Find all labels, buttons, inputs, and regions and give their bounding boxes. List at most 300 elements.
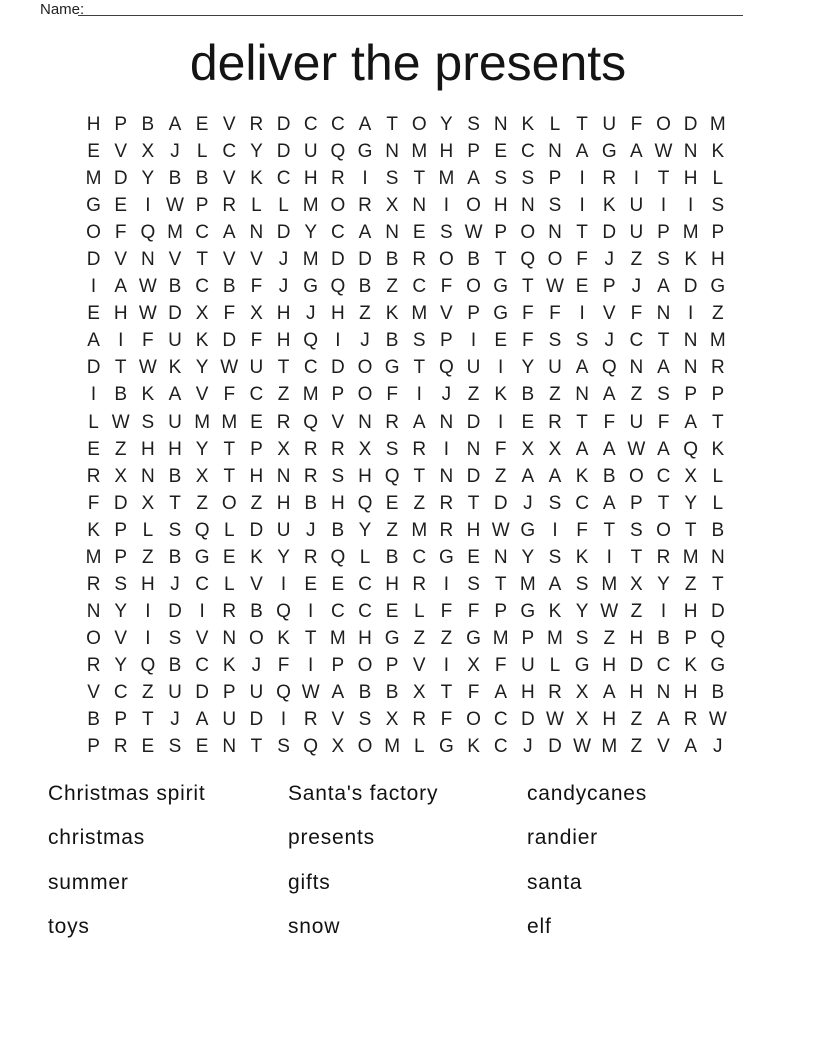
grid-letter-r21-c3: Q: [140, 654, 156, 676]
grid-letter-r20-c24: Q: [710, 627, 726, 649]
grid-letter-r1-c4: A: [168, 114, 182, 136]
grid-letter-r14-c8: N: [276, 465, 291, 487]
grid-letter-r18-c3: H: [140, 573, 155, 595]
grid-letter-r14-c16: Z: [494, 465, 507, 487]
grid-letter-r5-c5: C: [195, 222, 209, 244]
grid-letter-r7-c14: F: [440, 276, 453, 298]
grid-letter-r14-c19: K: [575, 465, 589, 487]
grid-letter-r9-c22: T: [657, 330, 670, 352]
grid-letter-r13-c3: H: [140, 438, 155, 460]
word-list-item: snow: [288, 914, 341, 938]
grid-letter-r15-c6: O: [221, 492, 237, 514]
grid-letter-r18-c22: Y: [657, 573, 670, 595]
grid-letter-r2-c9: U: [303, 141, 318, 163]
grid-letter-r4-c22: I: [660, 195, 667, 217]
grid-letter-r18-c15: S: [467, 573, 480, 595]
grid-letter-r19-c1: N: [86, 600, 101, 622]
grid-letter-r6-c3: N: [140, 249, 155, 271]
grid-letter-r14-c9: R: [303, 465, 318, 487]
grid-letter-r5-c22: P: [657, 222, 670, 244]
grid-letter-r14-c6: T: [223, 465, 236, 487]
grid-letter-r20-c14: Z: [440, 627, 453, 649]
grid-letter-r10-c5: Y: [195, 357, 209, 379]
grid-letter-r20-c2: V: [114, 627, 128, 649]
grid-letter-r22-c21: H: [629, 682, 644, 703]
grid-letter-r13-c18: X: [548, 438, 562, 460]
grid-letter-r21-c20: H: [602, 654, 617, 676]
grid-letter-r2-c21: A: [630, 141, 643, 163]
grid-letter-r3-c3: Y: [141, 168, 155, 190]
grid-letter-r4-c14: I: [443, 195, 450, 217]
grid-letter-r5-c10: C: [330, 222, 345, 244]
grid-letter-r12-c15: D: [466, 411, 481, 433]
grid-letter-r6-c11: D: [358, 249, 372, 271]
grid-letter-r15-c8: H: [276, 492, 291, 514]
grid-letter-r17-c6: E: [222, 546, 236, 568]
grid-letter-r21-c19: G: [574, 654, 590, 676]
grid-letter-r22-c6: P: [222, 682, 236, 703]
grid-letter-r10-c8: T: [277, 357, 290, 379]
grid-letter-r10-c2: T: [114, 357, 127, 379]
grid-letter-r5-c23: M: [682, 222, 699, 244]
grid-letter-r22-c23: H: [683, 682, 698, 703]
grid-letter-r14-c24: L: [712, 465, 724, 487]
grid-letter-r6-c7: V: [250, 249, 263, 271]
grid-letter-r24-c8: S: [277, 736, 290, 758]
grid-letter-r8-c13: M: [411, 303, 428, 325]
grid-letter-r8-c14: V: [440, 303, 453, 325]
grid-letter-r12-c12: R: [385, 411, 399, 433]
grid-letter-r7-c2: A: [114, 276, 128, 298]
grid-letter-r18-c20: M: [601, 573, 618, 595]
grid-letter-r21-c17: U: [520, 654, 535, 676]
grid-letter-r13-c14: I: [443, 438, 450, 460]
grid-letter-r5-c24: P: [711, 222, 725, 244]
grid-letter-r19-c11: C: [358, 600, 372, 622]
grid-letter-r11-c24: P: [711, 384, 725, 406]
grid-letter-r15-c19: C: [575, 492, 589, 514]
grid-letter-r5-c13: E: [412, 222, 426, 244]
grid-letter-r20-c21: H: [629, 627, 644, 649]
grid-letter-r14-c15: D: [466, 465, 481, 487]
grid-letter-r19-c12: E: [385, 600, 399, 622]
grid-letter-r2-c6: C: [222, 141, 237, 163]
grid-letter-r12-c2: W: [111, 411, 130, 433]
grid-letter-r23-c23: R: [683, 709, 698, 731]
grid-letter-r18-c23: Z: [684, 573, 697, 595]
word-list-item: toys: [48, 914, 90, 938]
grid-letter-r18-c2: S: [114, 573, 128, 595]
grid-letter-r4-c2: E: [114, 195, 128, 217]
grid-letter-r18-c13: R: [412, 573, 427, 595]
grid-letter-r10-c19: A: [575, 357, 589, 379]
grid-letter-r15-c22: T: [657, 492, 670, 514]
word-search-grid: [80, 111, 731, 760]
grid-letter-r13-c6: T: [223, 438, 236, 460]
grid-letter-r3-c18: P: [548, 168, 562, 190]
grid-letter-r20-c18: M: [547, 627, 563, 649]
grid-letter-r5-c2: F: [114, 222, 127, 244]
grid-letter-r19-c6: R: [222, 600, 237, 622]
grid-letter-r13-c15: N: [466, 438, 481, 460]
grid-letter-r2-c12: N: [385, 141, 399, 163]
grid-letter-r15-c1: F: [87, 492, 100, 514]
grid-letter-r18-c8: I: [280, 573, 287, 595]
grid-letter-r12-c16: I: [498, 411, 504, 433]
grid-letter-r1-c7: R: [249, 114, 264, 136]
grid-letter-r7-c7: F: [250, 276, 263, 298]
grid-letter-r5-c14: S: [440, 222, 453, 244]
grid-letter-r19-c10: C: [330, 600, 345, 622]
grid-letter-r21-c9: I: [308, 654, 314, 676]
word-list-item: candycanes: [527, 782, 648, 805]
grid-letter-r23-c12: X: [385, 709, 399, 731]
grid-letter-r4-c7: L: [251, 195, 262, 217]
grid-letter-r16-c15: H: [466, 519, 481, 541]
grid-letter-r9-c4: U: [168, 330, 182, 352]
grid-letter-r8-c1: E: [87, 303, 100, 325]
grid-letter-r4-c15: O: [466, 195, 481, 217]
grid-letter-r15-c5: Z: [196, 492, 208, 514]
grid-letter-r10-c7: U: [249, 357, 264, 379]
grid-letter-r19-c21: Z: [630, 600, 643, 622]
grid-letter-r24-c15: K: [467, 736, 480, 758]
grid-letter-r1-c17: K: [521, 114, 535, 136]
grid-letter-r2-c10: Q: [330, 141, 346, 163]
grid-letter-r17-c18: S: [548, 546, 562, 568]
grid-letter-r1-c23: D: [683, 114, 698, 136]
grid-letter-r18-c12: H: [385, 573, 399, 595]
grid-letter-r5-c8: D: [276, 222, 291, 244]
grid-letter-r16-c12: Z: [386, 519, 398, 541]
grid-letter-r20-c22: B: [657, 627, 670, 649]
grid-letter-r1-c9: C: [303, 114, 318, 136]
grid-letter-r18-c9: E: [304, 573, 318, 595]
grid-letter-r2-c18: N: [548, 141, 562, 163]
grid-letter-r19-c2: Y: [114, 600, 128, 622]
grid-letter-r3-c20: R: [602, 168, 617, 190]
grid-letter-r7-c13: C: [412, 276, 427, 298]
grid-letter-r5-c19: T: [576, 222, 588, 244]
grid-letter-r3-c8: C: [276, 168, 291, 190]
grid-letter-r23-c1: B: [87, 709, 100, 731]
grid-letter-r17-c15: E: [467, 546, 480, 568]
grid-letter-r14-c18: A: [548, 465, 562, 487]
grid-letter-r20-c17: P: [521, 627, 535, 649]
grid-letter-r16-c3: L: [142, 519, 154, 541]
grid-letter-r17-c14: G: [439, 546, 454, 568]
grid-letter-r3-c14: M: [438, 168, 455, 190]
grid-letter-r24-c14: G: [439, 736, 454, 758]
grid-letter-r6-c5: T: [196, 249, 208, 271]
word-list-item: santa: [527, 870, 583, 894]
grid-letter-r15-c4: T: [169, 492, 181, 514]
grid-letter-r16-c1: K: [87, 519, 100, 541]
grid-letter-r24-c17: J: [523, 736, 533, 758]
grid-letter-r13-c19: A: [575, 438, 589, 460]
grid-letter-r18-c19: S: [575, 573, 589, 595]
grid-letter-r19-c19: Y: [575, 600, 589, 622]
grid-letter-r9-c10: I: [335, 330, 341, 352]
grid-letter-r8-c10: H: [330, 303, 345, 325]
grid-letter-r8-c6: F: [223, 303, 236, 325]
grid-letter-r12-c7: E: [250, 411, 263, 433]
grid-letter-r11-c4: A: [168, 384, 182, 406]
grid-letter-r19-c22: I: [660, 600, 667, 622]
grid-letter-r10-c12: G: [384, 357, 400, 379]
grid-letter-r4-c5: P: [195, 195, 209, 217]
grid-letter-r2-c24: K: [711, 141, 725, 163]
grid-letter-r23-c8: I: [280, 709, 287, 731]
grid-letter-r3-c22: T: [657, 168, 670, 190]
word-list-item: elf: [527, 914, 552, 938]
word-list-item: christmas: [48, 826, 146, 850]
grid-letter-r20-c8: K: [277, 627, 290, 649]
grid-letter-r19-c15: F: [467, 600, 480, 622]
grid-letter-r16-c6: L: [223, 519, 235, 541]
grid-letter-r23-c13: R: [412, 709, 427, 731]
grid-letter-r14-c20: B: [602, 465, 616, 487]
grid-letter-r9-c7: F: [250, 330, 263, 352]
grid-letter-r9-c16: E: [494, 330, 508, 352]
grid-letter-r21-c4: B: [168, 654, 182, 676]
word-list-item: summer: [48, 870, 129, 894]
grid-letter-r20-c20: Z: [603, 627, 616, 649]
grid-letter-r1-c18: L: [549, 114, 561, 136]
grid-letter-r2-c23: N: [683, 141, 698, 163]
grid-letter-r14-c2: X: [114, 465, 128, 487]
grid-letter-r10-c9: C: [303, 357, 318, 379]
grid-letter-r8-c17: F: [522, 303, 534, 325]
grid-letter-r8-c24: Z: [712, 303, 724, 325]
grid-letter-r8-c12: K: [385, 303, 399, 325]
grid-letter-r20-c13: Z: [413, 627, 426, 649]
grid-letter-r3-c15: A: [467, 168, 480, 190]
grid-letter-r20-c5: V: [195, 627, 209, 649]
grid-letter-r21-c2: Y: [114, 654, 128, 676]
grid-letter-r8-c4: D: [168, 303, 182, 325]
grid-letter-r6-c24: H: [710, 249, 725, 271]
grid-letter-r2-c1: E: [87, 141, 100, 163]
grid-letter-r23-c3: T: [142, 709, 154, 731]
grid-letter-r13-c11: X: [358, 438, 372, 460]
grid-letter-r16-c11: Y: [358, 519, 372, 541]
grid-letter-r12-c24: T: [712, 411, 724, 433]
grid-letter-r24-c7: T: [250, 736, 263, 758]
grid-letter-r18-c21: X: [630, 573, 643, 595]
grid-letter-r3-c19: I: [579, 168, 585, 190]
grid-letter-r1-c11: A: [358, 114, 372, 136]
grid-letter-r7-c9: G: [303, 276, 319, 298]
grid-letter-r12-c11: N: [358, 411, 372, 433]
grid-letter-r23-c24: W: [708, 709, 727, 731]
grid-letter-r22-c5: D: [195, 682, 209, 703]
grid-letter-r12-c18: R: [548, 411, 562, 433]
grid-letter-r2-c19: A: [575, 141, 589, 163]
grid-letter-r14-c4: B: [168, 465, 182, 487]
grid-letter-r8-c21: F: [630, 303, 643, 325]
grid-letter-r17-c19: K: [575, 546, 589, 568]
grid-letter-r7-c22: A: [657, 276, 670, 298]
grid-letter-r6-c18: O: [547, 249, 563, 271]
grid-letter-r15-c11: Q: [357, 492, 373, 514]
grid-letter-r19-c17: G: [520, 600, 536, 622]
grid-letter-r3-c4: B: [168, 168, 182, 190]
grid-letter-r22-c8: Q: [276, 682, 291, 703]
grid-letter-r24-c9: Q: [303, 736, 319, 758]
grid-letter-r17-c9: R: [303, 546, 318, 568]
grid-letter-r19-c7: B: [250, 600, 263, 622]
grid-letter-r13-c4: H: [168, 438, 182, 460]
grid-letter-r23-c22: A: [657, 709, 670, 731]
grid-letter-r5-c12: N: [385, 222, 399, 244]
grid-letter-r15-c20: A: [602, 492, 616, 514]
grid-letter-r4-c11: R: [358, 195, 372, 217]
grid-letter-r9-c19: S: [575, 330, 589, 352]
grid-letter-r10-c20: Q: [601, 357, 617, 379]
grid-letter-r3-c1: M: [85, 168, 102, 190]
grid-letter-r20-c16: M: [492, 627, 509, 649]
grid-letter-r22-c3: Z: [142, 682, 154, 703]
grid-letter-r4-c12: X: [385, 195, 399, 217]
grid-letter-r8-c9: J: [305, 303, 316, 325]
grid-letter-r21-c21: D: [629, 654, 644, 676]
grid-letter-r13-c1: E: [87, 438, 100, 460]
grid-letter-r24-c13: L: [413, 736, 425, 758]
grid-letter-r22-c20: A: [602, 682, 616, 703]
grid-letter-r11-c8: Z: [277, 384, 290, 406]
grid-letter-r20-c15: G: [466, 627, 481, 649]
grid-letter-r1-c1: H: [86, 114, 101, 136]
grid-letter-r18-c10: E: [331, 573, 345, 595]
grid-letter-r13-c16: F: [494, 438, 507, 460]
grid-letter-r4-c10: O: [330, 195, 346, 217]
grid-letter-r12-c22: F: [657, 411, 670, 433]
grid-letter-r22-c15: F: [467, 682, 480, 703]
grid-letter-r11-c13: I: [416, 384, 422, 406]
grid-letter-r5-c9: Y: [304, 222, 318, 244]
grid-letter-r20-c6: N: [222, 627, 237, 649]
grid-letter-r7-c4: B: [168, 276, 182, 298]
grid-letter-r7-c20: P: [602, 276, 616, 298]
grid-letter-r6-c4: V: [168, 249, 182, 271]
grid-letter-r11-c15: Z: [467, 384, 480, 406]
grid-letter-r18-c14: I: [443, 573, 450, 595]
word-list-item: randier: [527, 826, 598, 850]
grid-letter-r7-c23: D: [683, 276, 698, 298]
grid-letter-r16-c4: S: [168, 519, 182, 541]
grid-letter-r4-c19: I: [579, 195, 585, 217]
grid-letter-r24-c23: A: [684, 736, 697, 758]
grid-letter-r17-c3: Z: [142, 546, 154, 568]
grid-letter-r5-c4: M: [167, 222, 183, 244]
grid-letter-r5-c16: P: [494, 222, 508, 244]
grid-letter-r21-c6: K: [222, 654, 236, 676]
grid-letter-r16-c5: Q: [194, 519, 210, 541]
grid-letter-r6-c19: F: [576, 249, 588, 271]
grid-letter-r23-c17: D: [520, 709, 535, 731]
grid-letter-r11-c3: K: [141, 384, 155, 406]
grid-letter-r10-c11: O: [357, 357, 373, 379]
grid-letter-r8-c18: F: [549, 303, 561, 325]
word-list-item: presents: [288, 826, 375, 850]
grid-letter-r20-c1: O: [86, 627, 101, 649]
grid-letter-r5-c3: Q: [140, 222, 156, 244]
grid-letter-r1-c12: T: [386, 114, 398, 136]
grid-letter-r16-c18: I: [552, 519, 558, 541]
grid-letter-r1-c20: U: [602, 114, 617, 136]
grid-letter-r13-c23: Q: [683, 438, 699, 460]
grid-letter-r3-c13: T: [413, 168, 426, 190]
grid-letter-r11-c16: K: [494, 384, 508, 406]
grid-letter-r22-c11: B: [358, 682, 372, 703]
word-list-item: gifts: [288, 870, 331, 894]
grid-letter-r9-c13: S: [412, 330, 426, 352]
grid-letter-r12-c21: U: [629, 411, 644, 433]
grid-letter-r8-c16: G: [493, 303, 509, 325]
grid-letter-r17-c2: P: [114, 546, 128, 568]
grid-letter-r13-c13: R: [412, 438, 427, 460]
grid-letter-r12-c5: M: [194, 411, 211, 433]
grid-letter-r5-c15: W: [464, 222, 483, 244]
grid-letter-r16-c23: T: [684, 519, 697, 541]
grid-letter-r3-c9: H: [303, 168, 318, 190]
grid-letter-r2-c14: H: [439, 141, 454, 163]
grid-letter-r24-c5: E: [195, 736, 209, 758]
grid-letter-r1-c14: Y: [440, 114, 453, 136]
grid-letter-r8-c19: I: [579, 303, 585, 325]
grid-letter-r23-c18: W: [545, 709, 564, 731]
grid-letter-r22-c7: U: [249, 682, 264, 703]
grid-letter-r9-c23: N: [683, 330, 698, 352]
grid-letter-r14-c10: S: [331, 465, 345, 487]
grid-letter-r11-c21: Z: [630, 384, 643, 406]
grid-letter-r6-c14: O: [439, 249, 454, 271]
grid-letter-r6-c9: M: [302, 249, 319, 271]
grid-letter-r24-c6: N: [222, 736, 237, 758]
grid-letter-r11-c2: B: [114, 384, 128, 406]
grid-letter-r1-c6: V: [222, 114, 236, 136]
grid-letter-r10-c6: W: [220, 357, 239, 379]
grid-letter-r2-c20: G: [601, 141, 617, 163]
grid-letter-r11-c17: B: [521, 384, 535, 406]
grid-letter-r6-c13: R: [412, 249, 427, 271]
grid-letter-r7-c18: W: [545, 276, 564, 298]
grid-letter-r22-c17: H: [520, 682, 535, 703]
grid-letter-r21-c24: G: [710, 654, 726, 676]
grid-letter-r11-c5: V: [195, 384, 209, 406]
word-list-item: Santa's factory: [288, 782, 439, 805]
grid-letter-r16-c14: R: [439, 519, 454, 541]
grid-letter-r14-c21: O: [628, 465, 644, 487]
grid-letter-r24-c19: W: [573, 736, 592, 758]
grid-letter-r20-c9: T: [304, 627, 317, 649]
grid-letter-r17-c16: N: [493, 546, 508, 568]
grid-letter-r19-c3: I: [145, 600, 151, 622]
grid-letter-r2-c8: D: [276, 141, 291, 163]
grid-letter-r9-c3: F: [142, 330, 154, 352]
grid-letter-r11-c22: S: [657, 384, 670, 406]
grid-letter-r13-c2: Z: [114, 438, 127, 460]
grid-letter-r13-c7: P: [250, 438, 263, 460]
grid-letter-r9-c17: F: [522, 330, 534, 352]
grid-letter-r22-c24: B: [711, 682, 725, 703]
grid-letter-r17-c22: R: [656, 546, 671, 568]
grid-letter-r24-c12: M: [384, 736, 401, 758]
grid-letter-r2-c22: W: [654, 141, 673, 163]
grid-letter-r14-c3: N: [140, 465, 155, 487]
grid-letter-r21-c14: I: [443, 654, 450, 676]
